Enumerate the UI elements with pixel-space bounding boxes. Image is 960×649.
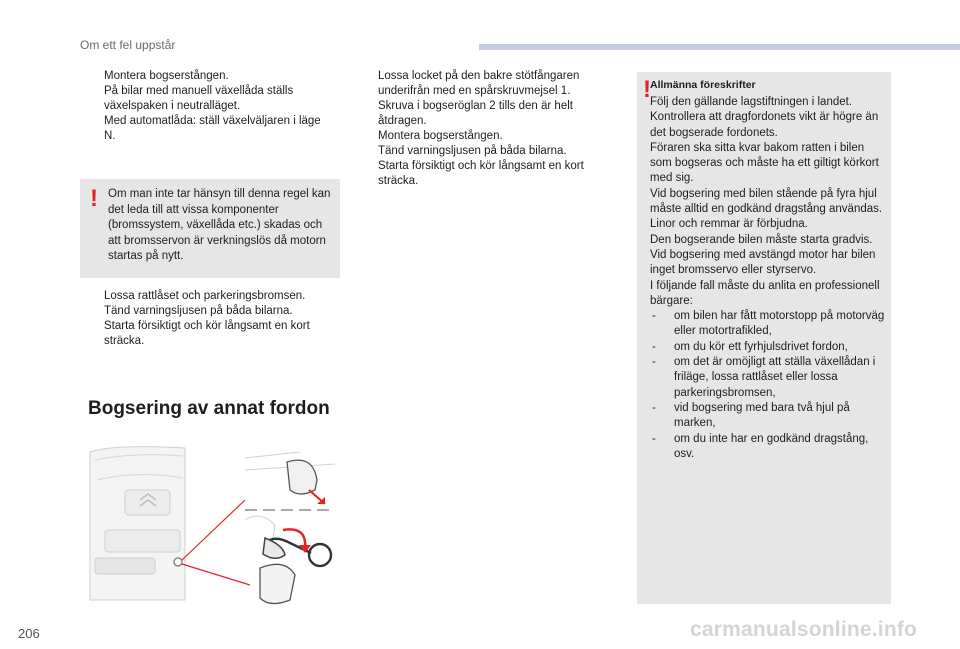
professional-tow-cases-list bbox=[650, 309, 888, 462]
list-item: Tänd varningsljusen på båda bilarna. bbox=[104, 305, 293, 317]
list-item: Skruva i bogseröglan 2 tills den är helt åtdragen. bbox=[378, 100, 573, 127]
general-rules-body bbox=[650, 95, 888, 462]
list-item: Lossa rattlåset och parkeringsbromsen. bbox=[104, 290, 306, 302]
list-item: - vid bogsering med bara två hjul på marken, bbox=[652, 401, 850, 430]
instruction-list-a bbox=[88, 69, 328, 144]
section-heading: Bogsering av annat fordon bbox=[88, 398, 330, 419]
list-item: Starta försiktigt och kör långsamt en kort sträcka. bbox=[104, 320, 310, 347]
general-rules-box bbox=[637, 72, 891, 604]
towing-steps-list bbox=[362, 69, 604, 189]
list-item: På bilar med manuell växellåda ställs växelspaken i neutralläget. bbox=[104, 85, 294, 112]
list-item: Montera bogserstången. bbox=[378, 130, 503, 142]
warning-icon: ! bbox=[643, 76, 651, 103]
list-item: - om bilen har fått motorstopp på motorväg eller motortrafikled, bbox=[652, 310, 885, 338]
page-number: 206 bbox=[18, 626, 40, 641]
watermark: carmanualsonline.info bbox=[690, 618, 918, 641]
warning-box bbox=[80, 179, 340, 278]
list-item: - om du kör ett fyrhjulsdrivet fordon, bbox=[652, 340, 848, 353]
page-section-title: Om ett fel uppstår bbox=[80, 38, 176, 52]
list-item: Med automatlåda: ställ växelväljaren i läge N. bbox=[104, 115, 321, 142]
list-item: Montera bogserstången. bbox=[104, 70, 229, 82]
general-rules-text: Följ den gällande lagstiftningen i landet. Kontrollera att dragfordonets vikt är högre än det bogserade fordonets. Föraren ska sitta kvar bakom ratten i bilen som bogseras och måste ha ett giltigt körkort med sig. Vid bogsering med bilen stående på fyra hjul måste alltid en godkänd dragstång användas. Linor och remmar är förbjudna. Den bogserande bilen måste starta gradvis. Vid bogsering med avstängd motor har bilen inget bromsservo eller styrservo. I följande fall måste du anlita en professionell bärgare: bbox=[650, 96, 883, 307]
instruction-list-b bbox=[88, 289, 333, 349]
list-item: Tänd varningsljusen på båda bilarna. bbox=[378, 145, 567, 157]
list-item: - om du inte har en godkänd dragstång, osv. bbox=[652, 432, 869, 460]
list-item: - om det är omöjligt att ställa växellådan i friläge, lossa rattlåset eller lossa parkeringsbromsen, bbox=[652, 356, 876, 399]
tow-eye-illustration bbox=[85, 440, 335, 610]
header-divider-bar bbox=[479, 44, 960, 50]
warning-text: Om man inte tar hänsyn till denna regel kan det leda till att vissa komponenter (bromssystem, växellåda etc.) skadas och att bromsservon är verkningslös då motorn startas på nytt. bbox=[108, 188, 331, 262]
warning-icon: ! bbox=[90, 185, 98, 212]
list-item: Starta försiktigt och kör långsamt en kort sträcka. bbox=[378, 160, 584, 187]
general-rules-title: Allmänna föreskrifter bbox=[650, 79, 756, 91]
list-item: Lossa locket på den bakre stötfångaren underifrån med en spårskruvmejsel 1. bbox=[378, 70, 580, 97]
